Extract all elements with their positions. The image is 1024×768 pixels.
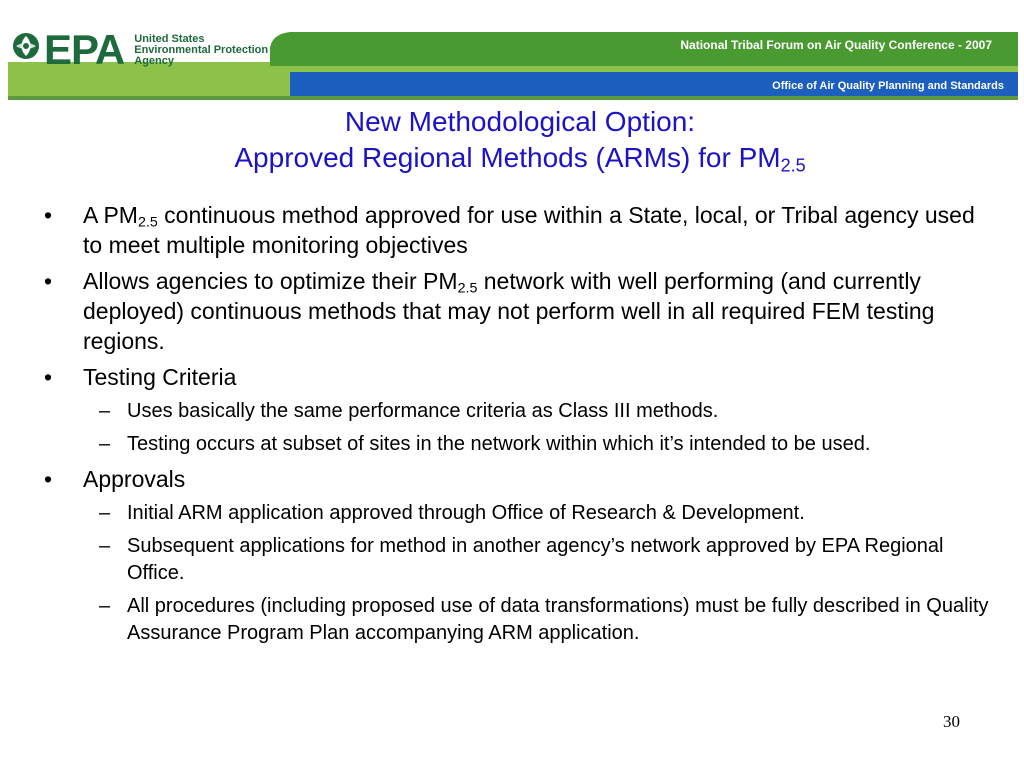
sub-bullet-text: Initial ARM application approved through Office of Research & Development.: [127, 502, 805, 524]
bullet-list: [44, 200, 989, 653]
title-line-2: [0, 140, 1024, 176]
agency-line: Agency: [134, 54, 174, 67]
epa-flower-icon: [10, 30, 42, 70]
bullet-marker: •: [44, 268, 53, 294]
agency-line: United States: [134, 32, 205, 45]
epa-logo-text: EPA: [44, 26, 125, 73]
bullet-text: A PM: [83, 202, 138, 228]
bullet-text: Allows agencies to optimize their PM: [83, 268, 458, 294]
sub-bullet-marker: –: [99, 433, 111, 455]
agency-line: Environmental Protection: [134, 43, 269, 56]
bullet-item: [44, 362, 989, 392]
slide-header: [0, 0, 1024, 100]
sub-bullet-item: [44, 533, 989, 587]
conference-title: National Tribal Forum on Air Quality Conference - 2007: [680, 38, 992, 52]
bullet-item: [44, 464, 989, 494]
bullet-marker: •: [44, 466, 53, 492]
bullet-subscript: 2.5: [457, 280, 478, 297]
sub-bullet-text: All procedures (including proposed use of data transformations) must be fully described in Quality Assurance Program Plan accompanying ARM application.: [127, 595, 989, 644]
office-name: Office of Air Quality Planning and Standards: [772, 80, 1004, 92]
bullet-text: Approvals: [83, 466, 186, 492]
sub-bullet-item: [44, 593, 989, 647]
agency-name: [134, 34, 268, 67]
epa-logo: [10, 26, 269, 73]
bullet-text: Testing Criteria: [83, 364, 237, 390]
sub-bullet-item: [44, 500, 989, 527]
sub-bullet-text: Uses basically the same performance criteria as Class III methods.: [127, 400, 719, 422]
sub-bullet-marker: –: [99, 535, 111, 557]
sub-bullet-item: [44, 431, 989, 458]
slide-title: [0, 104, 1024, 176]
bullet-marker: •: [44, 364, 53, 390]
sub-bullet-item: [44, 398, 989, 425]
title-line-2-text: Approved Regional Methods (ARMs) for PM: [234, 142, 781, 173]
bullet-text: continuous method approved for use within a State, local, or Tribal agency used to meet multiple monitoring objectives: [83, 202, 975, 258]
sub-bullet-marker: –: [99, 595, 111, 617]
bullet-subscript: 2.5: [137, 214, 158, 231]
bullet-text: network with well performing (and currently deployed) continuous methods that may not perform well in all required FEM testing regions.: [83, 268, 935, 354]
page-number: 30: [943, 712, 960, 731]
title-subscript: 2.5: [780, 155, 806, 176]
sub-bullet-marker: –: [99, 400, 111, 422]
sub-bullet-text: Subsequent applications for method in another agency’s network approved by EPA Regional Office.: [127, 535, 944, 584]
bullet-item: [44, 200, 989, 260]
sub-bullet-text: Testing occurs at subset of sites in the network within which it’s intended to be used.: [127, 433, 871, 455]
sub-bullet-marker: –: [99, 502, 111, 524]
bullet-marker: •: [44, 202, 53, 228]
bullet-item: [44, 266, 989, 356]
title-line-1: New Methodological Option:: [344, 106, 696, 137]
